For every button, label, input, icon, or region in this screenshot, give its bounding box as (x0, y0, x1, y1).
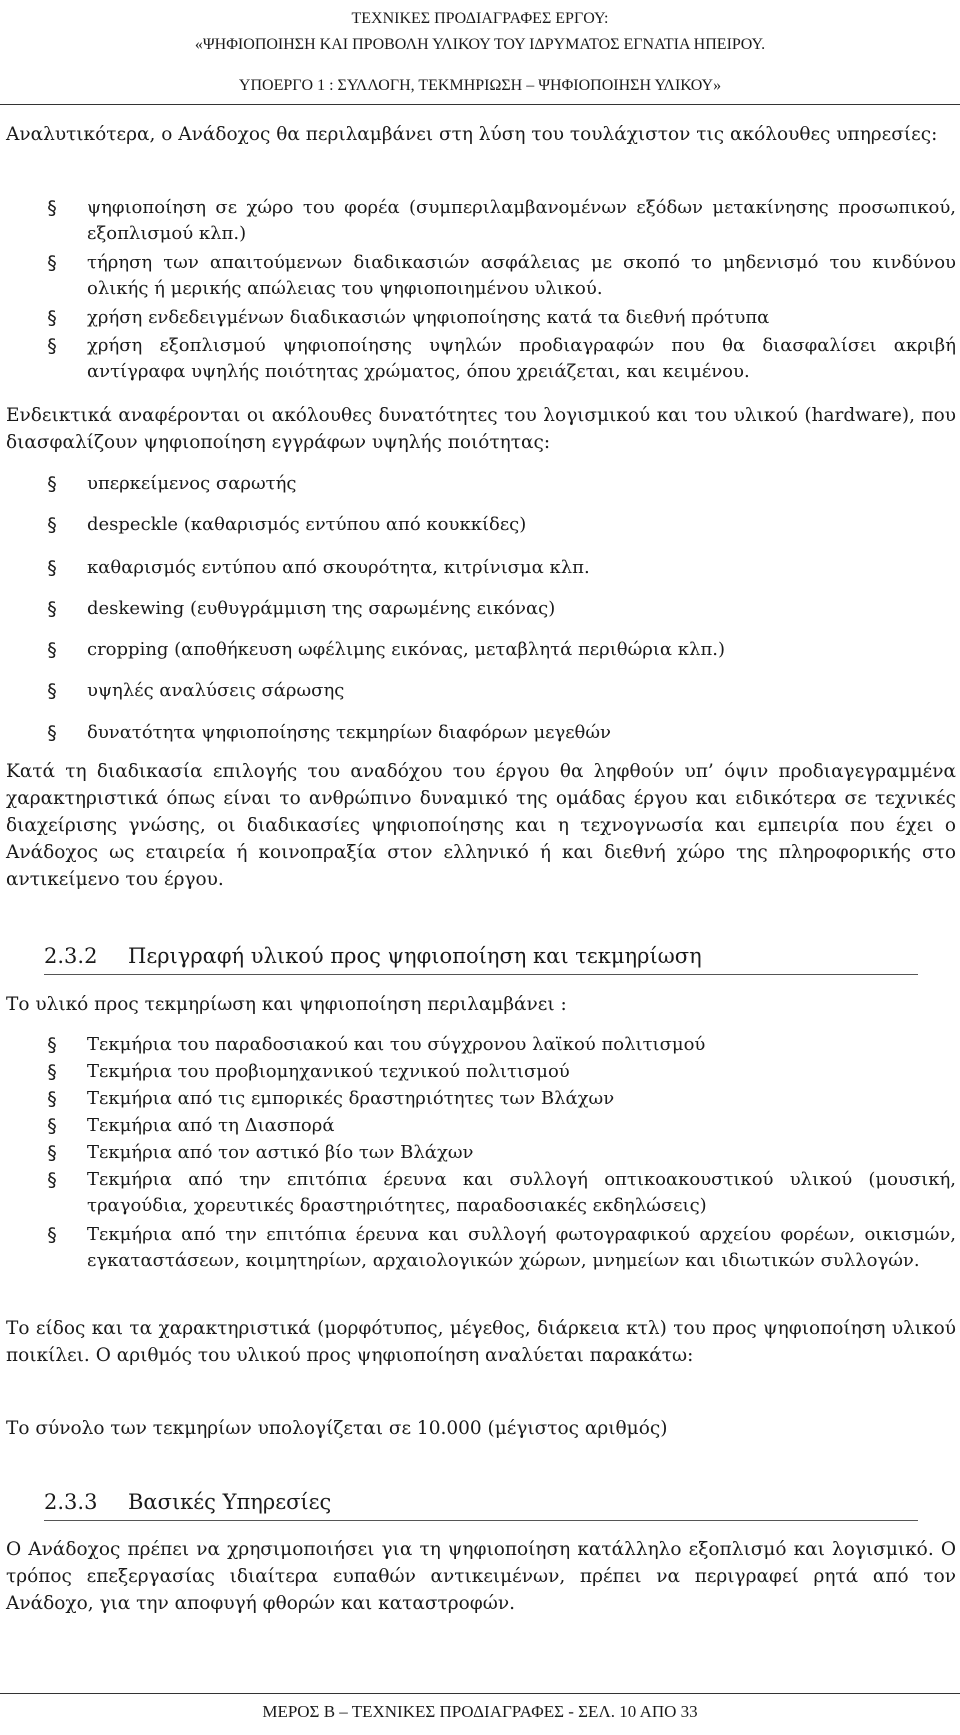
capabilities-intro: Ενδεικτικά αναφέρονται οι ακόλουθες δυνατότητες του λογισμικού και του υλικού (hardware), που διασφαλίζουν ψηφιοποίηση εγγράφων υψηλής ποιότητας: (6, 405, 956, 453)
section-bullet-icon: § (47, 473, 57, 495)
section-title: Βασικές Υπηρεσίες (128, 1490, 332, 1514)
section-bullet-icon: § (47, 514, 57, 536)
material-intro: Το υλικό προς τεκμηρίωση και ψηφιοποίηση περιλαμβάνει : (6, 994, 567, 1015)
list-item-text: cropping (αποθήκευση ωφέλιμης εικόνας, μεταβλητά περιθώρια κλπ.) (87, 639, 726, 660)
footer-divider (0, 1693, 960, 1694)
list-item-text: υψηλές αναλύσεις σάρωσης (87, 680, 345, 701)
list-item-text: Τεκμήρια του παραδοσιακού και του σύγχρονου λαϊκού πολιτισμού (87, 1034, 706, 1055)
section-title: Περιγραφή υλικού προς ψηφιοποίηση και τεκμηρίωση (128, 944, 702, 968)
list-item-text: Τεκμήρια του προβιομηχανικού τεχνικού πολιτισμού (87, 1061, 570, 1082)
section-bullet-icon: § (47, 335, 57, 357)
list-item-text: Τεκμήρια από την επιτόπια έρευνα και συλλογή φωτογραφικού αρχείου φορέων, οικισμών, εγκαταστάσεων, κοιμητηρίων, αρχαιολογικών χώρων, μνημείων και ιδιωτικών συλλογών. (87, 1224, 956, 1271)
section-bullet-icon: § (47, 1115, 57, 1137)
header-divider (0, 104, 960, 105)
material-type-paragraph: Το είδος και τα χαρακτηριστικά (μορφότυπος, μέγεθος, διάρκεια κτλ) του προς ψηφιοποίηση υλικού ποικίλει. Ο αριθμός του υλικού προς ψηφιοποίηση αναλύεται παρακάτω: (6, 1318, 956, 1366)
list-item-text: καθαρισμός εντύπου από σκουρότητα, κιτρίνισμα κλπ. (87, 557, 590, 578)
section-bullet-icon: § (47, 598, 57, 620)
page-footer: ΜΕΡΟΣ Β – ΤΕΧΝΙΚΕΣ ΠΡΟΔΙΑΓΡΑΦΕΣ - ΣΕΛ. 10 ΑΠΟ 33 (262, 1702, 698, 1721)
services-intro: Αναλυτικότερα, ο Ανάδοχος θα περιλαμβάνει στη λύση του τουλάχιστον τις ακόλουθες υπηρεσίες: (6, 124, 938, 145)
list-item-text: τήρηση των απαιτούμενων διαδικασιών ασφάλειας με σκοπό το μηδενισμό του κινδύνου ολικής ή μερικής απώλειας του ψηφιοποιημένου υλικού. (87, 252, 956, 299)
section-bullet-icon: § (47, 639, 57, 661)
section-bullet-icon: § (47, 1061, 57, 1083)
section-bullet-icon: § (47, 557, 57, 579)
heading-underline (44, 1520, 918, 1521)
section-bullet-icon: § (47, 722, 57, 744)
section-heading-2-3-2 (44, 942, 918, 970)
list-item-text: χρήση εξοπλισμού ψηφιοποίησης υψηλών προδιαγραφών που θα διασφαλίσει ακριβή αντίγραφα υψηλής ποιότητας χρώματος, όπου χρειάζεται, και κειμένου. (87, 335, 956, 382)
section-bullet-icon: § (47, 307, 57, 329)
list-item-text: Τεκμήρια από τον αστικό βίο των Βλάχων (87, 1142, 474, 1163)
section-bullet-icon: § (47, 1088, 57, 1110)
list-item-text: Τεκμήρια από τις εμπορικές δραστηριότητες των Βλάχων (87, 1088, 615, 1109)
material-total-paragraph: Το σύνολο των τεκμηρίων υπολογίζεται σε 10.000 (μέγιστος αριθμός) (6, 1418, 668, 1439)
list-item-text: δυνατότητα ψηφιοποίησης τεκμηρίων διαφόρων μεγεθών (87, 722, 612, 743)
list-item-text: deskewing (ευθυγράμμιση της σαρωμένης εικόνας) (87, 598, 556, 619)
heading-underline (44, 974, 918, 975)
list-item-text: ψηφιοποίηση σε χώρο του φορέα (συμπεριλαμβανομένων εξόδων μετακίνησης προσωπικού, εξοπλισμού κλπ.) (87, 197, 956, 244)
header-project-title: «ΨΗΦΙΟΠΟΙΗΣΗ ΚΑΙ ΠΡΟΒΟΛΗ ΥΛΙΚΟΥ ΤΟΥ ΙΔΡΥΜΑΤΟΣ ΕΓΝΑΤΙΑ ΗΠΕΙΡΟΥ. (194, 36, 766, 53)
header-title: ΤΕΧΝΙΚΕΣ ΠΡΟΔΙΑΓΡΑΦΕΣ ΕΡΓΟΥ: (351, 10, 609, 27)
section-number: 2.3.3 (44, 1490, 98, 1514)
section-bullet-icon: § (47, 680, 57, 702)
header-subproject: ΥΠΟΕΡΓΟ 1 : ΣΥΛΛΟΓΗ, ΤΕΚΜΗΡΙΩΣΗ – ΨΗΦΙΟΠΟΙΗΣΗ ΥΛΙΚΟΥ» (238, 77, 722, 94)
selection-criteria-paragraph: Κατά τη διαδικασία επιλογής του αναδόχου του έργου θα ληφθούν υπ’ όψιν προδιαγεγραμμένα χαρακτηριστικά όπως είναι το ανθρώπινο δυναμικό της ομάδας έργου και ειδικότερα σε τεχνικές διαχείρισης γνώσης, οι διαδικασίες ψηφιοποίησης και η τεχνογνωσία και εμπειρία που έχει ο Ανάδοχος ως εταιρεία ή κοινοπραξία στον ελληνικό ή και διεθνή χώρο της πληροφορικής στο αντικείμενο του έργου. (6, 761, 956, 890)
section-bullet-icon: § (47, 1169, 57, 1191)
section-bullet-icon: § (47, 1224, 57, 1246)
section-bullet-icon: § (47, 197, 57, 219)
basic-services-paragraph: Ο Ανάδοχος πρέπει να χρησιμοποιήσει για τη ψηφιοποίηση κατάλληλο εξοπλισμό και λογισμικό. Ο τρόπος επεξεργασίας ιδιαίτερα ευπαθών αντικειμένων, πρέπει να περιγραφεί ρητά από τον Ανάδοχο, για την αποφυγή φθορών και καταστροφών. (6, 1539, 956, 1614)
list-item-text: Τεκμήρια από τη Διασπορά (87, 1115, 335, 1136)
list-item-text: χρήση ενδεδειγμένων διαδικασιών ψηφιοποίησης κατά τα διεθνή πρότυπα (87, 307, 770, 328)
list-item-text: υπερκείμενος σαρωτής (87, 473, 297, 494)
section-heading-2-3-3 (44, 1488, 918, 1516)
section-number: 2.3.2 (44, 944, 98, 968)
list-item-text: despeckle (καθαρισμός εντύπου από κουκκίδες) (87, 514, 527, 535)
section-bullet-icon: § (47, 1142, 57, 1164)
section-bullet-icon: § (47, 1034, 57, 1056)
list-item-text: Τεκμήρια από την επιτόπια έρευνα και συλλογή οπτικοακουστικού υλικού (μουσική, τραγούδια, χορευτικές δραστηριότητες, παραδοσιακές εκδηλώσεις) (87, 1169, 956, 1216)
section-bullet-icon: § (47, 252, 57, 274)
